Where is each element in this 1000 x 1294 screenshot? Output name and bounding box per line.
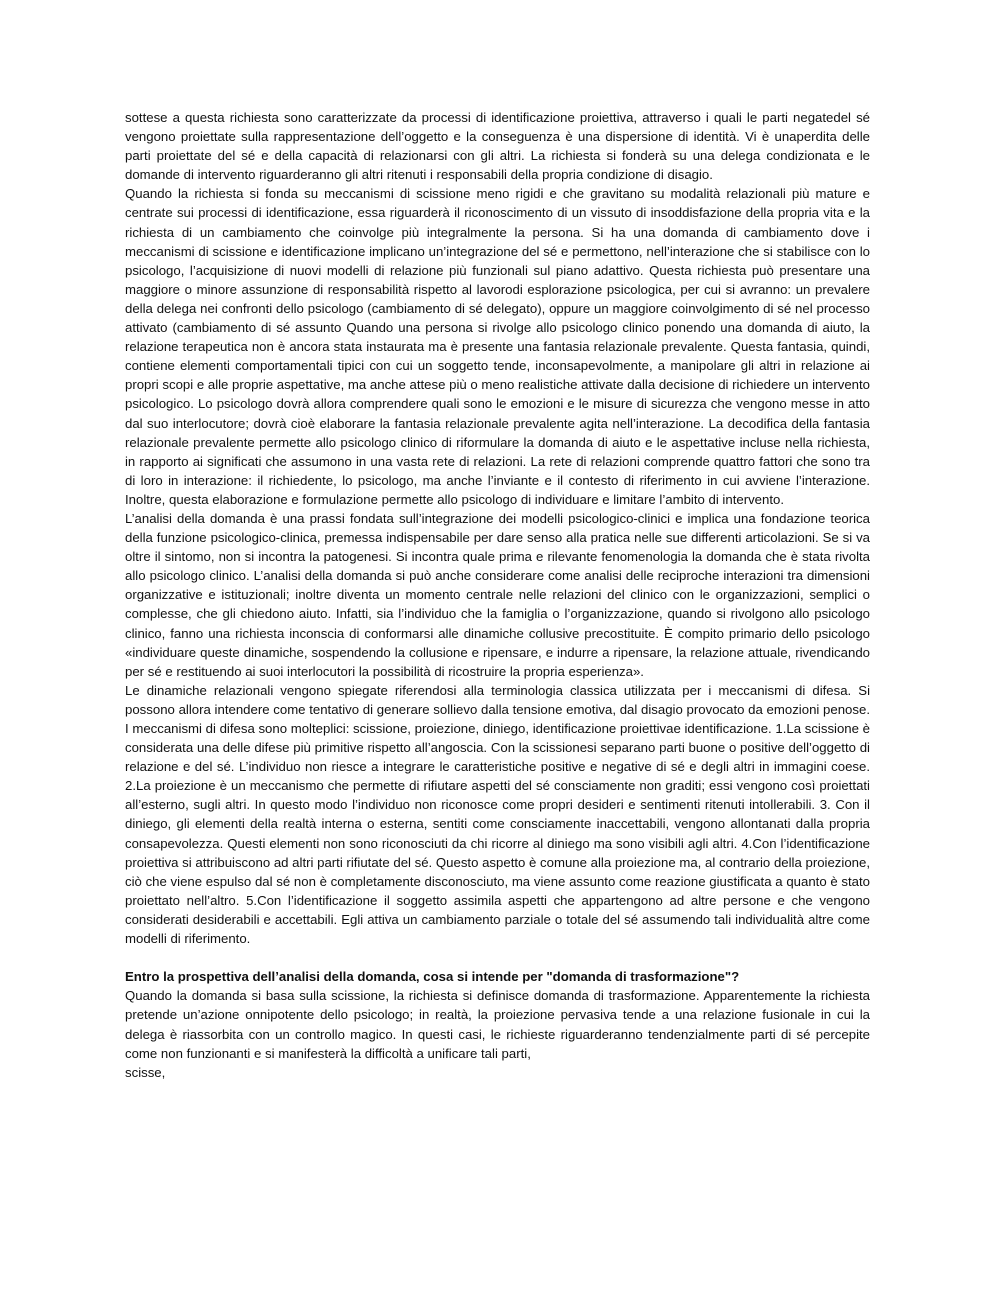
question-heading: Entro la prospettiva dell’analisi della domanda, cosa si intende per "domanda di trasformazione"? [125,969,740,985]
document-page [125,108,870,1082]
paragraph-meccanismi-di-difesa: Le dinamiche relazionali vengono spiegate riferendosi alla terminologia classica utilizzata per i meccanismi di difesa. Si possono allora intendere come tentativo di generare sollievo dalla tensione emotiva, dal disagio provocato da emozioni penose. I meccanismi di difesa sono molteplici: scissione, proiezione, diniego, identificazione proiettivae identificazione. 1.La scissione è considerata una delle difese più primitive rispetto all’angoscia. Con la scissionesi separano parti buone o positive dell’oggetto di relazione e del sé. L’individuo non riesce a integrare le caratteristiche positive e negative di sé e degli altri in immagini coese. 2.La proiezione è un meccanismo che permette di rifiutare aspetti del sé consciamente non graditi; essi vengono così proiettati all’esterno, sugli altri. In questo modo l’individuo non riconosce come propri desideri e sentimenti ritenuti intollerabili. 3. Con il diniego, gli elementi della realtà interna o esterna, sentiti come consciamente inaccettabili, vengono allontanati dalla propria consapevolezza. Questi elementi non sono riconosciuti da chi ricorre al diniego ma sono visibili agli altri. 4.Con l’identificazione proiettiva si attribuiscono ad altri parti rifiutate del sé. Questo aspetto è comune alla proiezione ma, al contrario della proiezione, ciò che viene espulso dal sé non è completamente disconosciuto, ma viene assunto come reazione giustificata a quanto è stato proiettato nell’altro. 5.Con l’identificazione il soggetto assimila aspetti che appartengono ad altre persone e che vengono considerati desiderabili e accettabili. Egli attiva un cambiamento parziale o totale del sé assumendo tali individualità altre come modelli di riferimento. [125,682,870,947]
paragraph-identificazione-proiettiva: sottese a questa richiesta sono caratterizzate da processi di identificazione proiettiva, attraverso i quali le parti negatedel sé vengono proiettate sulla rappresentazione dell’oggetto e la conseguenza è una dispersione di identità. Vi è unaperdita delle parti proiettate del sé e della capacità di relazionarsi con gli altri. La richiesta si fonderà su una delega condizionata e le domande di intervento riguarderanno gli altri ritenuti i responsabili della propria condizione di disagio. [125,110,870,183]
paragraph-analisi-della-domanda: L’analisi della domanda è una prassi fondata sull’integrazione dei modelli psicologico-clinici e implica una fondazione teorica della funzione psicologico-clinica, premessa indispensabile per dare senso alla pratica nelle sue differenti articolazioni. Se si va oltre il sintomo, non si incontra la patogenesi. Si incontra quale prima e rilevante fenomenologia la domanda che è stata rivolta allo psicologo clinico. L’analisi della domanda si può anche considerare come analisi delle reciproche interazioni tra dimensioni organizzative e istituzionali; inoltre diventa un momento centrale nelle relazioni del clinico con le organizzazioni, semplici o complesse, che gli chiedono aiuto. Infatti, sia l’individuo che la famiglia o l’organizzazione, quando si rivolgono allo psicologo clinico, fanno una richiesta inconscia di conformarsi alle dinamiche collusive precostituite. È compito primario dello psicologo «individuare queste dinamiche, sospendendo la collusione e ripensare, e indurre a ripensare, la relazione attuale, rivendicando per sé e restituendo ai suoi interlocutori la possibilità di ricostruire la propria esperienza». [125,510,870,679]
answer-paragraph: Quando la domanda si basa sulla scissione, la richiesta si definisce domanda di trasformazione. Apparentemente la richiesta pretende un’azione onnipotente dello psicologo; in realtà, la proiezione pervasiva tende a una relazione fusionale in cui la delega è riassorbita con un controllo magico. In questi casi, le richieste riguarderanno tendenzialmente parti di sé percepite come non funzionanti e si manifesterà la difficoltà a unificare tali parti, [125,988,870,1061]
paragraph-spacer [125,948,870,967]
paragraph-domanda-di-cambiamento: Quando la richiesta si fonda su meccanismi di scissione meno rigidi e che gravitano su modalità relazionali più mature e centrate sui processi di identificazione, essa riguarderà il riconoscimento di un vissuto di insoddisfazione della propria vita e la richiesta di un cambiamento che coinvolge più integralmente la persona. Si ha una domanda di cambiamento dove i meccanismi di scissione e identificazione implicano un’integrazione del sé e permettono, nell’interazione che si stabilisce con lo psicologo, l’acquisizione di nuovi modelli di relazione più funzionali sul piano adattivo. Questa richiesta può presentare una maggiore o minore assunzione di responsabilità rispetto al lavorodi esplorazione psicologica, per cui si avranno: un prevalere della delega nei confronti dello psicologo (cambiamento di sé delegato), oppure un maggiore coinvolgimento di sé nel processo attivato (cambiamento di sé assunto Quando una persona si rivolge allo psicologo clinico ponendo una domanda di aiuto, la relazione terapeutica non è ancora stata instaurata ma è presente una fantasia relazionale prevalente. Questa fantasia, quindi, contiene elementi comportamentali tipici con cui un soggetto tende, inconsapevolmente, a manipolare gli altri in relazione ai propri scopi e alle proprie aspettative, ma anche attese più o meno realistiche attivate dalla decisione di richiedere un intervento psicologico. Lo psicologo dovrà allora comprendere quali sono le emozioni e le misure di sicurezza che vengono messe in atto dal suo interlocutore; dovrà cioè elaborare la fantasia relazionale prevalente agita nell’interazione. La decodifica della fantasia relazionale prevalente permette allo psicologo clinico di riformulare la domanda di aiuto e le aspettative incluse nella richiesta, in rapporto ai significati che assumono in una vasta rete di relazioni. La rete di relazioni comprende quattro fattori che sono tra di loro in interazione: il richiedente, lo psicologo, ma anche l’inviante e il contesto di riferimento in cui avviene l’interazione. Inoltre, questa elaborazione e formulazione permette allo psicologo di individuare e limitare l’ambito di intervento. [125,186,870,507]
answer-tail: scisse, [125,1064,166,1080]
